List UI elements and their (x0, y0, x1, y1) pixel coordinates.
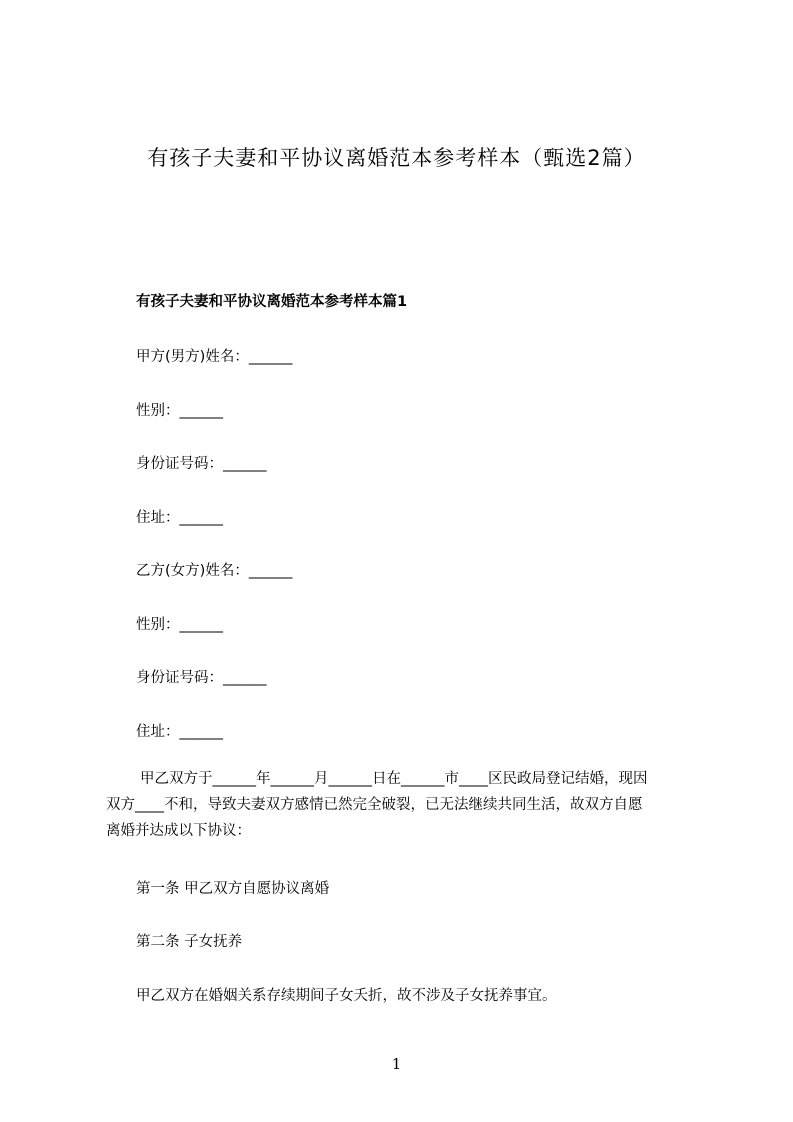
party-a-address-line: 住址：______ (136, 510, 223, 526)
article-2-text: 甲乙双方在婚姻关系存续期间子女夭折，故不涉及子女抚养事宜。 (136, 988, 557, 1004)
article-2-heading: 第二条 子女抚养 (136, 934, 243, 950)
section-heading: 有孩子夫妻和平协议离婚范本参考样本篇1 (136, 294, 408, 310)
party-b-id-line: 身份证号码：______ (136, 670, 267, 686)
party-b-name-line: 乙方(女方)姓名：______ (136, 563, 293, 579)
intro-paragraph (106, 766, 706, 844)
party-a-id-line: 身份证号码：______ (136, 456, 267, 472)
party-a-gender-line: 性别：______ (136, 403, 223, 419)
document-title: 有孩子夫妻和平协议离婚范本参考样本（甄选2篇） (147, 146, 646, 170)
party-a-name-line: 甲方(男方)姓名：______ (136, 349, 293, 365)
intro-paragraph-line-2: 双方____不和，导致夫妻双方感情已然完全破裂，已无法继续共同生活，故双方自愿 (106, 797, 643, 813)
party-b-address-line: 住址：______ (136, 724, 223, 740)
article-1-heading: 第一条 甲乙双方自愿协议离婚 (136, 881, 330, 897)
party-b-gender-line: 性别：______ (136, 617, 223, 633)
intro-paragraph-line-1: 甲乙双方于______年______月______日在______市____区民政局登记结婚，现因 (140, 771, 648, 787)
intro-paragraph-line-3: 离婚并达成以下协议： (106, 823, 251, 839)
page-number: 1 (391, 1055, 402, 1073)
